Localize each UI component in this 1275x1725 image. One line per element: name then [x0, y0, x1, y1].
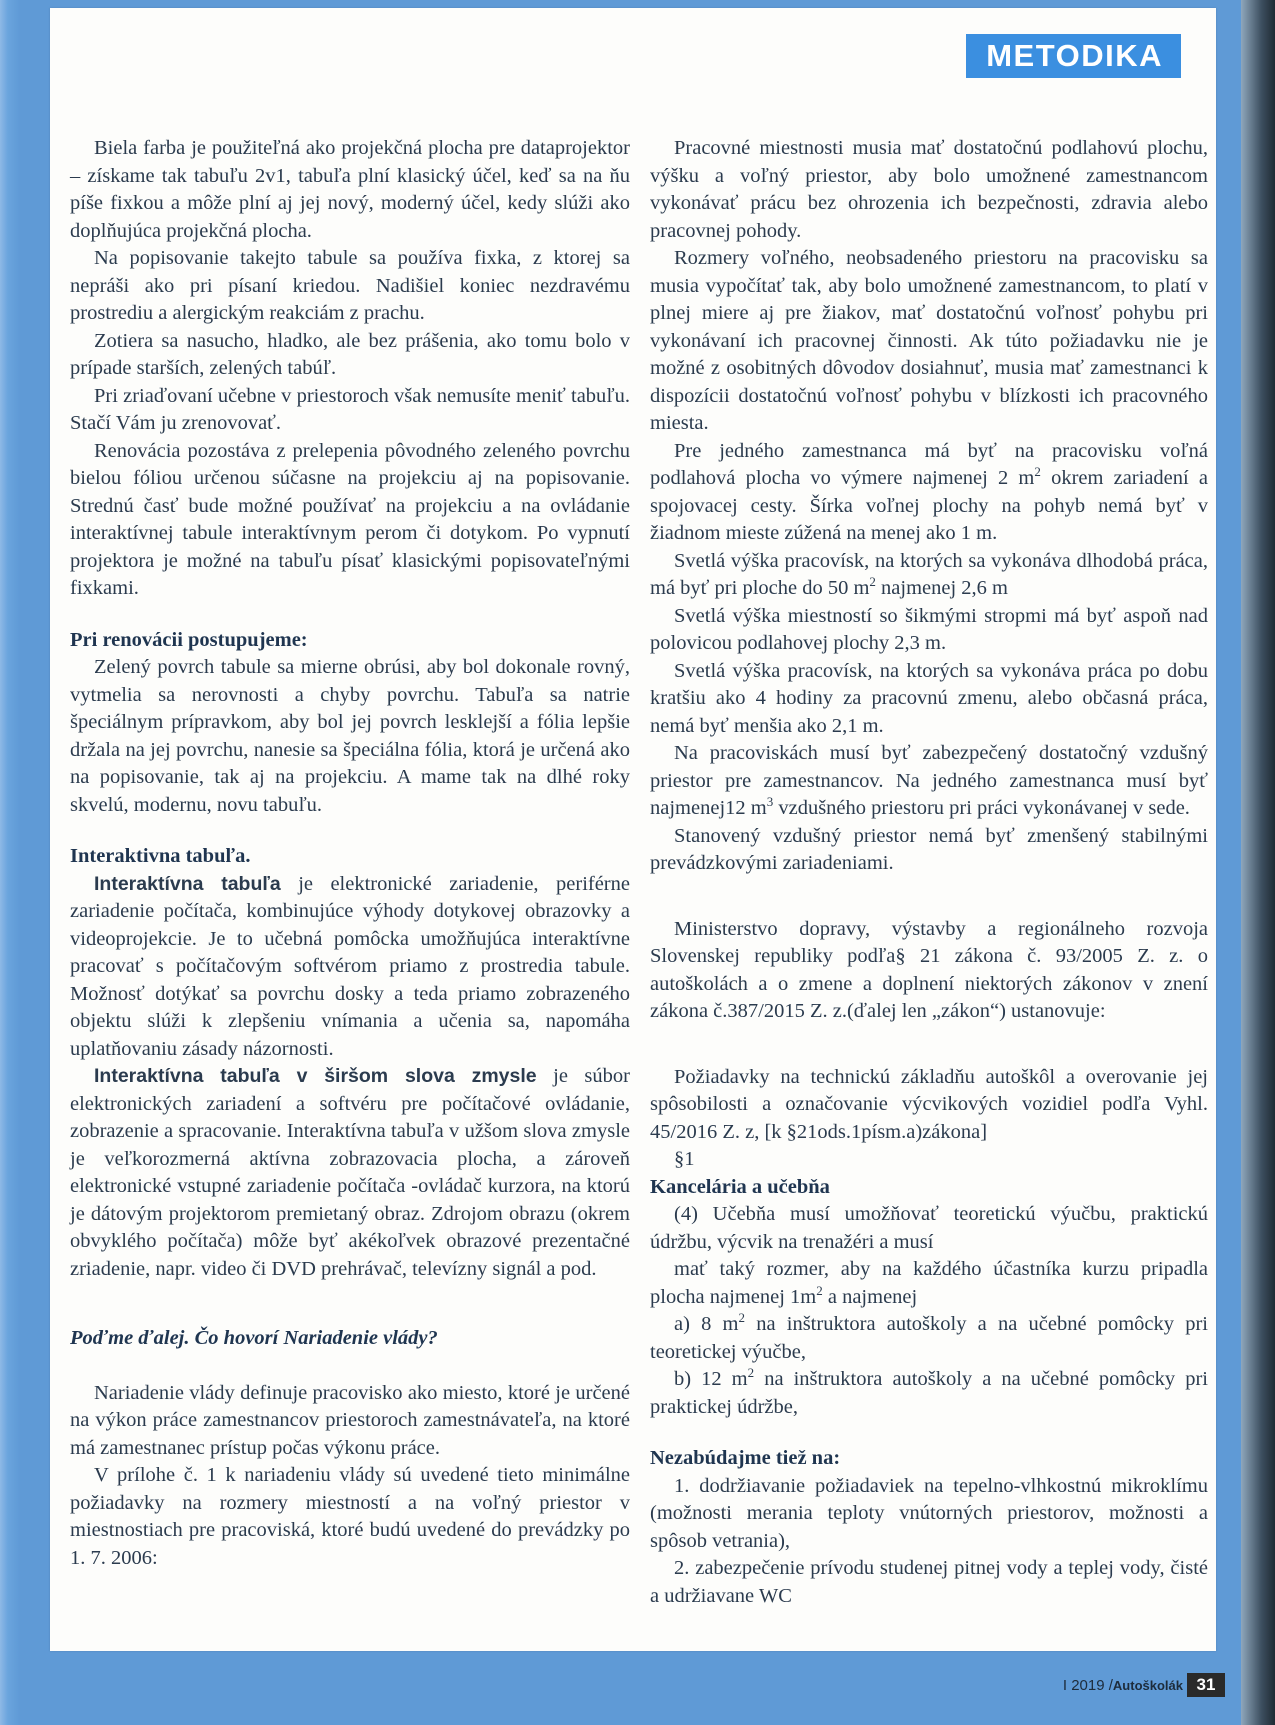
paragraph: Svetlá výška miestností so šikmými stropmi má byť aspoň nad polovicou podlahovej plochy 2,3 m.	[650, 604, 1208, 654]
paragraph: Pri zriaďovaní učebne v priestoroch však nemusíte meniť tabuľu. Stačí Vám ju zrenovovať.	[70, 384, 630, 434]
paragraph: Biela farba je použiteľná ako projekčná plocha pre dataprojektor – získame tak tabuľu 2v1, tabuľa plní klasický účel, keď sa na ňu píše fixkou a môže plní aj jej nový, moderný účel, kedy slúži ako doplňujúca projekčná plocha.	[70, 137, 630, 242]
paragraph-text: vzdušného priestoru pri práci vykonávanej v sede.	[773, 797, 1190, 819]
paragraph	[650, 548, 1208, 603]
superscript: 3	[766, 794, 774, 810]
paragraph: Svetlá výška pracovísk, na ktorých sa vykonáva práca po dobu kratšiu ako 4 hodiny za pracovnú zmenu, alebo občasná práca, nemá byť menšia ako 2,1 m.	[650, 659, 1208, 737]
paragraph-text: mať taký rozmer, aby na každého účastníka kurzu pripadla plocha najmenej 1m	[650, 1258, 1208, 1308]
paragraph-text: a najmenej	[822, 1285, 918, 1308]
paragraph: Renovácia pozostáva z prelepenia pôvodného zeleného povrchu bielou fóliou určenou súčasne na projekciu aj na popisovanie. Strednú časť bude možné používať na projekciu a na ovládanie interaktívnej tabule interaktívnym perom či dotykom. Po vypnutí projektora je možné na tabuľu písať klasickými popisovateľnými fixkami.	[70, 439, 630, 599]
heading-interactive-board: Interaktivna tabuľa.	[70, 845, 251, 867]
paragraph-text: na inštruktora autoškoly a na učebné pomôcky pri teoretickej výučbe,	[650, 1313, 1208, 1363]
section-tag: METODIKA	[966, 34, 1181, 78]
paragraph	[650, 438, 1208, 548]
paragraph-text: je elektronické zariadenie, periférne zariadenie počítača, kombinujúce výhody dotykovej obrazovky a videoprojekcie. Je to učebná pomôcka umožňujúca interaktívne pracovať s počítačovým softvérom priamo z prostredia tabule. Možnosť dotýkať sa povrchu dosky a teda priamo zobrazeného objektu slúži k zlepšeniu vnímania a učenia sa, napomáha uplatňovaniu zásady názornosti.	[70, 872, 630, 1060]
page-number: 31	[1187, 1673, 1225, 1697]
paragraph: Ministerstvo dopravy, výstavby a regionálneho rozvoja Slovenskej republiky podľa§ 21 zákona č. 93/2005 Z. z. o autoškolách a o zmene a doplnení niektorých zákonov v znení zákona č.387/2015 Z. z.(ďalej len „zákon“) ustanovuje:	[650, 917, 1208, 1022]
paragraph: Pracovné miestnosti musia mať dostatočnú podlahovú plochu, výšku a voľný priestor, aby bolo umožnené zamestnancom vykonávať prácu bez ohrozenia ich bezpečnosti, zdravia alebo pracovnej pohody.	[650, 137, 1208, 242]
magazine-page	[50, 8, 1216, 1651]
paragraph-text: najmenej 2,6 m	[875, 577, 1009, 599]
bold-term: Interaktívna tabuľa	[94, 872, 281, 895]
right-column	[650, 135, 1208, 1610]
paragraph-text: je súbor elektronických zariadení a softvéru pre počítačové ovládanie, zobrazenie a spracovanie. Interaktívna tabuľa v užšom slova zmysle je veľkorozmerná aktívna zobrazovacia plocha, a zároveň elektronické vstupné zariadenie počítača -ovládač kurzora, na ktorú je dátovým projektorom premietaný obraz. Zdrojom obrazu (okrem obvyklého počítača) môže byť akékoľvek obrazové prezentačné zriadenie, napr. video či DVD prehrávač, televízny signál a pod.	[70, 1065, 630, 1280]
bold-term: Interaktívna tabuľa v širšom slova zmysle	[94, 1065, 537, 1087]
superscript: 2	[738, 1310, 746, 1326]
paragraph-text: a) 8 m	[674, 1313, 739, 1335]
issue-label	[1063, 1677, 1183, 1694]
paragraph: Na popisovanie takejto tabule sa používa fixka, z ktorej sa nepráši ako pri písaní kriedou. Nadišiel koniec nezdravému prostrediu a alergickým reakciám z prachu.	[70, 247, 630, 324]
spacer	[650, 878, 1208, 916]
heading-office-classroom: Kancelária a učebňa	[650, 1175, 830, 1198]
heading-government-regulation: Poďme ďalej. Čo hovorí Nariadenie vlády?	[70, 1327, 438, 1349]
paragraph	[70, 1063, 630, 1283]
left-column	[70, 135, 630, 1572]
paragraph	[650, 740, 1208, 823]
paragraph-text: Pre jedného zamestnanca má byť na pracovisku voľná podlahová plocha vo výmere najmenej 2 m	[650, 439, 1208, 489]
spacer	[650, 1026, 1208, 1064]
superscript: 2	[747, 1365, 755, 1381]
list-item	[650, 1366, 1208, 1421]
paragraph: Nariadenie vlády definuje pracovisko ako miesto, ktoré je určené na výkon práce zamestnancov priestoroch zamestnávateľa, na ktoré má zamestnanec prístup počas výkonu práce.	[70, 1381, 630, 1459]
paragraph: Rozmery voľného, neobsadeného priestoru na pracovisku sa musia vypočítať tak, aby bolo umožnené zamestnancom, to platí v plnej miere aj pre žiakov, mať dostatočnú voľnosť pohybu pri vykonávaní ich pracovnej činnosti. Ak túto požiadavku nie je možné z osobitných dôvodov dosiahnuť, musia mať zamestnanci k dispozícii dostatočnú voľnosť pohybu v blízkosti ich pracovného miesta.	[650, 247, 1208, 434]
spacer	[70, 1353, 630, 1380]
paragraph	[70, 871, 630, 1064]
list-item	[650, 1311, 1208, 1366]
paragraph: (4) Učebňa musí umožňovať teoretickú výučbu, praktickú údržbu, výcvik na trenažéri a musí	[650, 1203, 1208, 1253]
paragraph: Požiadavky na technickú základňu autoškôl a overovanie jej spôsobilosti a označovanie výcvikových vozidiel podľa Vyhl. 45/2016 Z. z, [k §21ods.1písm.a)zákona]	[650, 1065, 1208, 1143]
superscript: 2	[1034, 464, 1041, 480]
paragraph-text: na inštruktora autoškoly a na učebné pomôcky pri praktickej údržbe,	[650, 1368, 1208, 1418]
paragraph: Zotiera sa nasucho, hladko, ale bez prášenia, ako tomu bolo v prípade starších, zelených tabúľ.	[70, 329, 630, 379]
paragraph: V prílohe č. 1 k nariadeniu vlády sú uvedené tieto minimálne požiadavky na rozmery miestností a na voľný priestor v miestnostiach pre pracoviská, ktoré budú uvedené do prevádzky po 1. 7. 2006:	[70, 1464, 630, 1569]
paragraph-text: b) 12 m	[674, 1368, 748, 1390]
paragraph	[650, 1256, 1208, 1311]
list-item: 2. zabezpečenie prívodu studenej pitnej vody a teplej vody, čisté a udržiavane WC	[650, 1557, 1208, 1607]
page-footer	[0, 1660, 1275, 1700]
heading-dont-forget: Nezabúdajme tiež na:	[650, 1447, 841, 1469]
paragraph-text: okrem zariadení a spojovacej cesty. Šírka voľnej plochy na pohyb nemá byť v žiadnom mieste zúžená na menej ako 1 m.	[650, 467, 1208, 544]
page-binding-shadow	[1241, 0, 1275, 1725]
paragraph: Zelený povrch tabule sa mierne obrúsi, aby bol dokonale rovný, vytmelia sa nerovnosti a chyby povrchu. Tabuľa sa natrie špeciálnym prípravkom, aby bol jej povrch lesklejší a fólia lepšie držala na jej povrchu, nanesie sa špeciálna fólia, ktorá je určená ako na popisovanie, tak aj na projekciu. A mame tak na dlhé roky skvelú, modernu, novu tabuľu.	[70, 656, 630, 816]
list-item: 1. dodržiavanie požiadaviek na tepelno-vlhkostnú mikroklímu (možnosti merania teploty vnútorných priestorov, možnosti a spôsob vetrania),	[650, 1474, 1208, 1552]
paragraph-text: Na pracoviskách musí byť zabezpečený dostatočný vzdušný priestor pre zamestnancov. Na jedného zamestnanca musí byť najmenej12 m	[650, 742, 1208, 819]
superscript: 2	[869, 574, 876, 590]
superscript: 2	[816, 1282, 823, 1298]
paragraph: Stanovený vzdušný priestor nemá byť zmenšený stabilnými prevádzkovými zariadeniami.	[650, 824, 1208, 874]
paragraph-section-sign: §1	[674, 1148, 695, 1170]
heading-renovation: Pri renovácii postupujeme:	[70, 628, 308, 651]
paragraph-text: Svetlá výška pracovísk, na ktorých sa vykonáva dlhodobá práca, má byť pri ploche do 50 m	[650, 549, 1208, 599]
issue-number: I 2019 /	[1062, 1677, 1113, 1694]
magazine-name: Autoškolák	[1112, 1678, 1183, 1693]
